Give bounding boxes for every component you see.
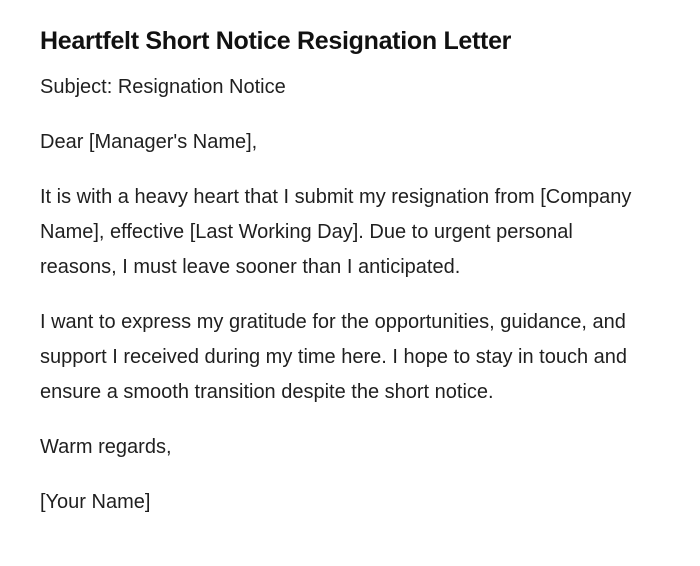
letter-signature: [Your Name]	[40, 491, 151, 513]
letter-title: Heartfelt Short Notice Resignation Letter	[40, 27, 512, 55]
letter-subject: Subject: Resignation Notice	[40, 76, 286, 98]
letter-paragraph-1: It is with a heavy heart that I submit my resignation from [Company Name], effective [Last Working Day]. Due to urgent personal reasons, I must leave sooner than I anticipated.	[40, 186, 632, 278]
letter-paragraph-2: I want to express my gratitude for the opportunities, guidance, and support I received during my time here. I hope to stay in touch and ensure a smooth transition despite the short notice.	[40, 311, 627, 403]
letter-salutation: Dear [Manager's Name],	[40, 131, 258, 153]
letter-document	[40, 24, 650, 520]
letter-closing: Warm regards,	[40, 436, 172, 458]
